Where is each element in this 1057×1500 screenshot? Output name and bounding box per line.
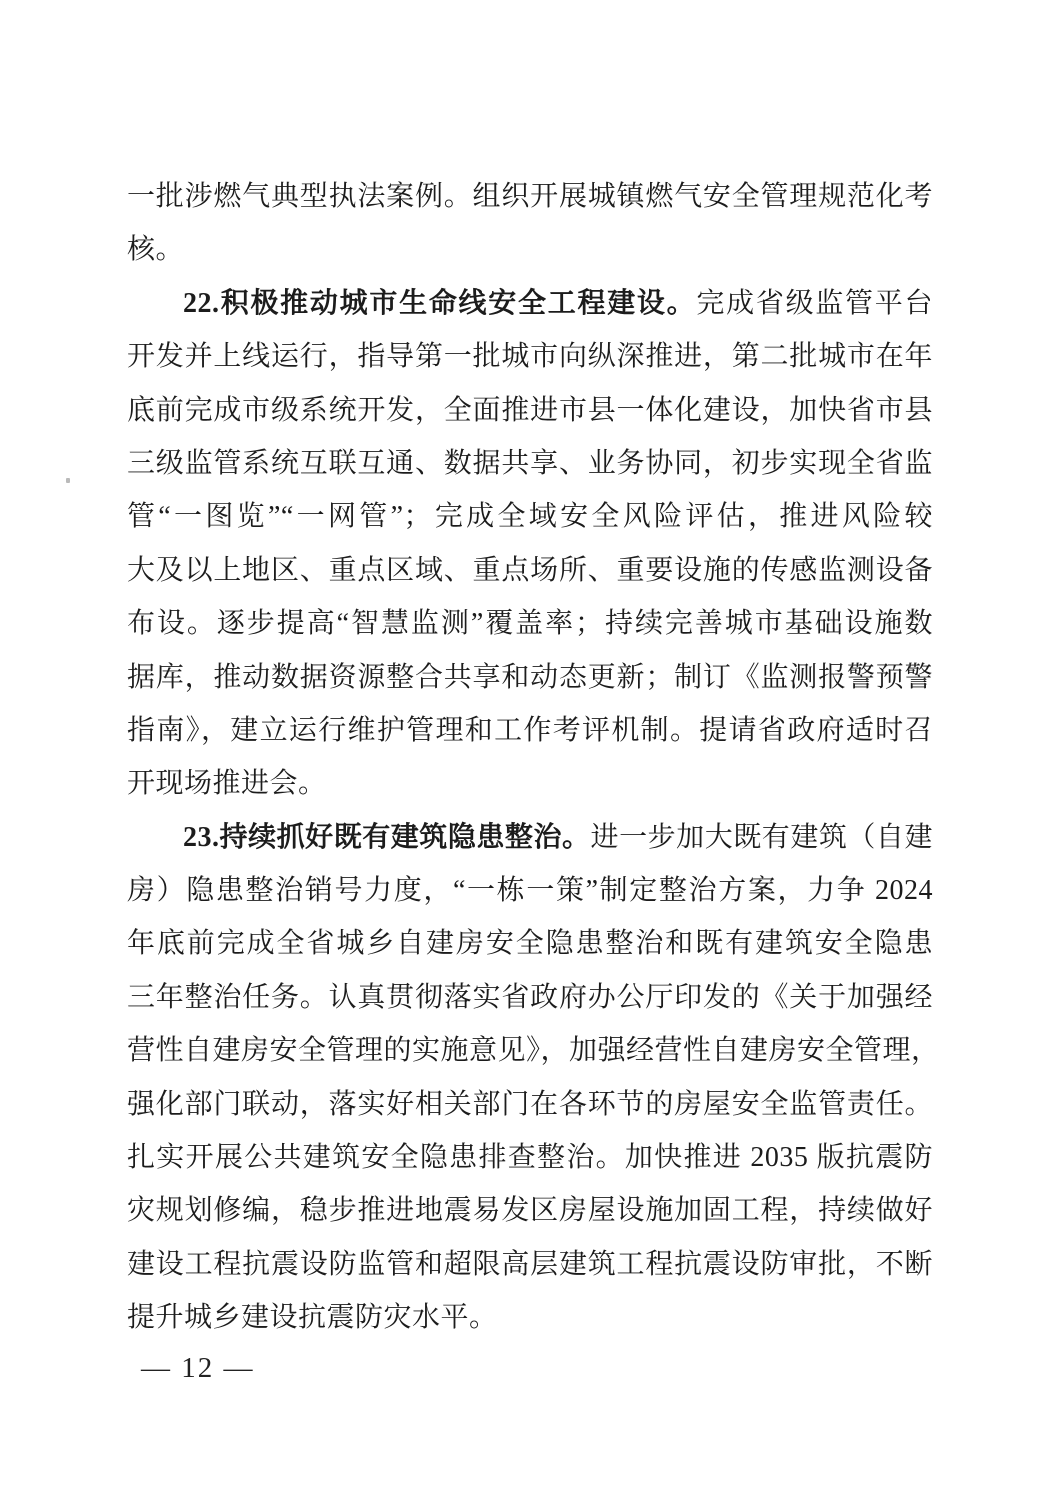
text-line: [127, 651, 933, 704]
body-text: 核。: [127, 234, 185, 266]
page-number: — 12 —: [141, 1352, 255, 1384]
scan-artifact-speck: [66, 478, 70, 483]
text-line: [127, 1131, 933, 1184]
body-text: 完成省级监管平台: [696, 287, 933, 319]
body-text: 一批涉燃气典型执法案例。组织开展城镇燃气安全管理规范化考: [127, 181, 933, 212]
body-text: 房）隐患整治销号力度，“一栋一策”制定整治方案，力争 2024: [127, 875, 933, 907]
body-text: 大及以上地区、重点区域、重点场所、重要设施的传感监测设备: [127, 554, 933, 586]
text-line: [127, 1078, 933, 1131]
body-text: 年底前完成全省城乡自建房安全隐患整治和既有建筑安全隐患: [127, 928, 933, 960]
text-line: [127, 1024, 940, 1077]
body-text: 进一步加大既有建筑（自建: [590, 821, 933, 853]
item-heading-text: 22.积极推动城市生命线安全工程建设。: [183, 287, 697, 319]
body-text: 布设。逐步提高“智慧监测”覆盖率；持续完善城市基础设施数: [127, 608, 933, 640]
text-line: [127, 917, 933, 970]
text-line: [127, 864, 933, 917]
body-text: 开发并上线运行，指导第一批城市向纵深推进，第二批城市在年: [127, 341, 933, 373]
text-line: [127, 1238, 933, 1291]
body-text: 指南》，建立运行维护管理和工作考评机制。提请省政府适时召: [127, 714, 933, 746]
text-line: [127, 704, 933, 757]
text-line: [127, 597, 933, 650]
text-line: [127, 437, 933, 490]
text-line: [127, 811, 933, 864]
text-line: [127, 490, 933, 543]
body-text: 管“一图览”“一网管”；完成全域安全风险评估，推进风险较: [127, 501, 933, 533]
text-block: [127, 170, 940, 1345]
body-text: 底前完成市级系统开发，全面推进市县一体化建设，加快省市县: [127, 394, 933, 426]
body-text: 三级监管系统互联互通、数据共享、业务协同，初步实现全省监: [127, 447, 933, 479]
text-line: [127, 223, 933, 276]
body-text: 三年整治任务。认真贯彻落实省政府办公厅印发的《关于加强经: [127, 981, 933, 1013]
body-text: 强化部门联动，落实好相关部门在各环节的房屋安全监管责任。: [127, 1088, 933, 1120]
text-line: [127, 544, 933, 597]
body-text: 提升城乡建设抗震防灾水平。: [127, 1302, 498, 1334]
text-line: [127, 1291, 933, 1344]
text-line: [127, 384, 933, 437]
text-line: [127, 277, 933, 330]
body-text: 开现场推进会。: [127, 768, 327, 800]
text-line: [127, 330, 933, 383]
body-text: 建设工程抗震设防监管和超限高层建筑工程抗震设防审批，不断: [127, 1248, 933, 1280]
text-line: [127, 971, 933, 1024]
body-text: 营性自建房安全管理的实施意见》，加强经营性自建房安全管理，: [127, 1035, 940, 1067]
item-heading-text: 23.持续抓好既有建筑隐患整治。: [183, 821, 591, 853]
body-text: 灾规划修编，稳步推进地震易发区房屋设施加固工程，持续做好: [127, 1195, 933, 1227]
text-line: [127, 1184, 933, 1237]
text-line: [127, 757, 933, 810]
body-text: 据库，推动数据资源整合共享和动态更新；制订《监测报警预警: [127, 661, 933, 693]
text-line: [127, 170, 933, 223]
body-text: 扎实开展公共建筑安全隐患排查整治。加快推进 2035 版抗震防: [127, 1142, 933, 1174]
